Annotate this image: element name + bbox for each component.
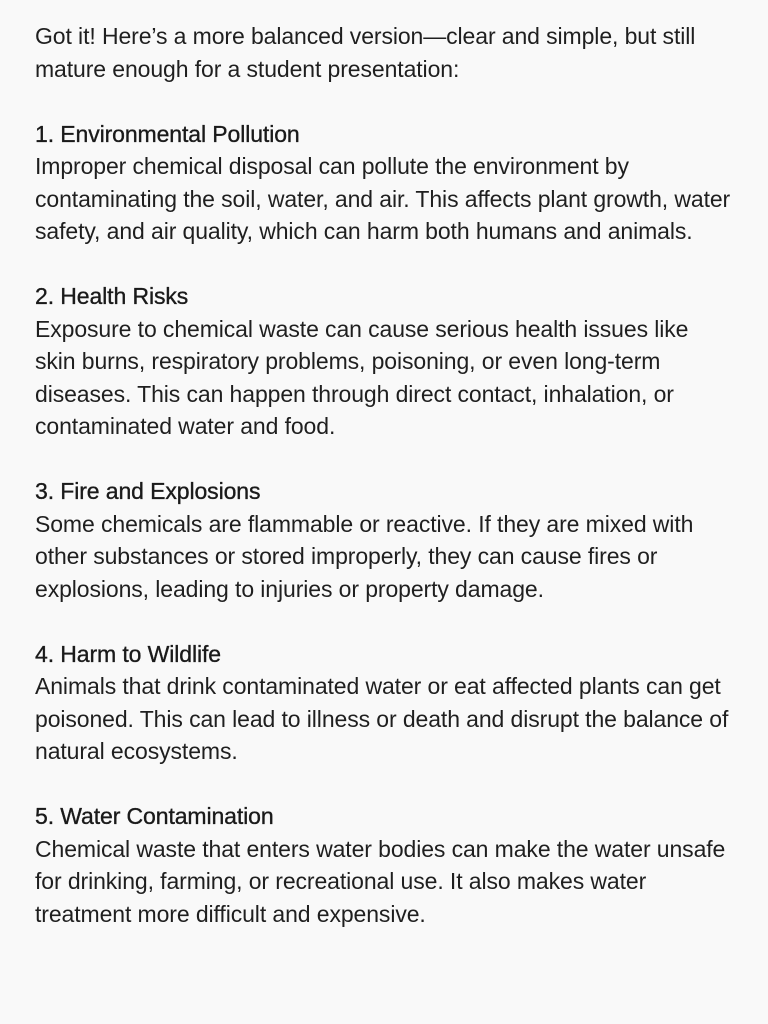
section-body: Some chemicals are flammable or reactive. If they are mixed with other substances or stored improperly, they can cause fires or explosions, leading to injuries or property damage. (35, 510, 694, 602)
intro-paragraph: Got it! Here’s a more balanced version—clear and simple, but still mature enough for a student presentation: (35, 23, 696, 82)
section-heading: 1. Environmental Pollution (35, 120, 300, 147)
section-body: Exposure to chemical waste can cause serious health issues like skin burns, respiratory problems, poisoning, or even long-term diseases. This can happen through direct contact, inhalation, or contaminated water and food. (35, 315, 689, 439)
section-body: Improper chemical disposal can pollute the environment by contaminating the soil, water, and air. This affects plant growth, water safety, and air quality, which can harm both humans and animals. (35, 153, 731, 244)
section-heading: 4. Harm to Wildlife (35, 640, 221, 667)
section-body: Animals that drink contaminated water or eat affected plants can get poisoned. This can lead to illness or death and disrupt the balance of natural ecosystems. (35, 673, 729, 764)
section-environmental-pollution (35, 118, 734, 248)
section-heading: 3. Fire and Explosions (35, 478, 261, 504)
section-heading: 5. Water Contamination (35, 803, 274, 829)
section-health-risks (35, 280, 734, 443)
section-water-contamination (35, 800, 734, 930)
section-heading: 2. Health Risks (35, 283, 189, 309)
section-fire-and-explosions (35, 475, 734, 605)
section-body: Chemical waste that enters water bodies can make the water unsafe for drinking, farming, or recreational use. It also makes water treatment more difficult and expensive. (35, 835, 726, 927)
section-harm-to-wildlife (35, 638, 734, 768)
